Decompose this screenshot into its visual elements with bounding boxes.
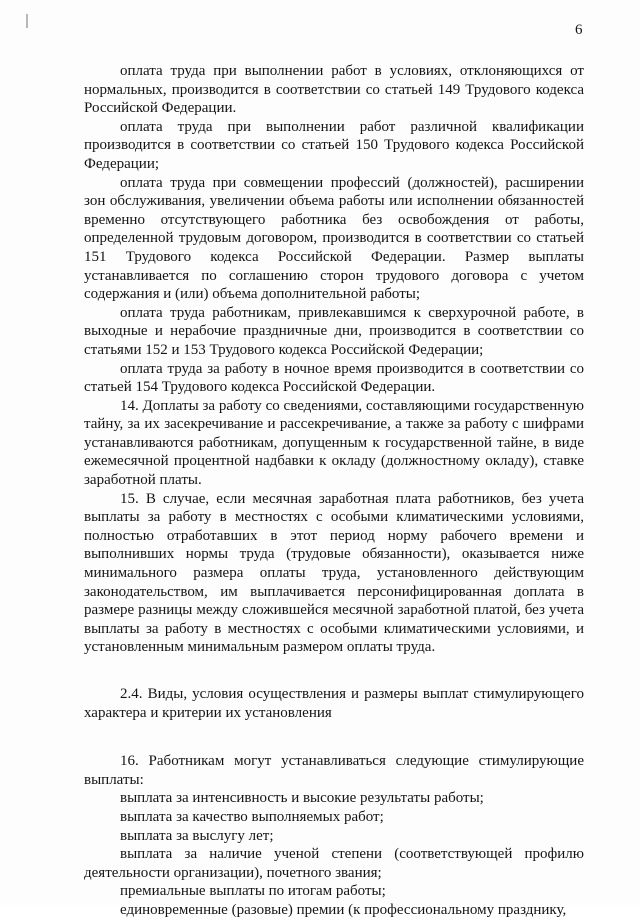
paragraph-pay-overtime: оплата труда работникам, привлекавшимся к сверхурочной работе, в выходные и нерабочие праздничные дни, производится в соответствии со статьями 152 и 153 Трудового кодекса Российской Федерации; (84, 304, 584, 358)
list-item-academic-degree: выплата за наличие ученой степени (соответствующей профилю деятельности организации), почетного звания; (84, 846, 584, 881)
paragraph-pay-combining-professions: оплата труда при совмещении профессий (должностей), расширении зон обслуживания, увеличении объема работы или исполнении обязанностей временно отсутствующего работника без освобождения от работы, определенной трудовым договором, производится в соответствии со статьей 151 Трудового кодекса Российской Федерации. Размер выплаты устанавливается по соглашению сторон трудового договора с учетом содержания и (или) объема дополнительной работы; (84, 174, 584, 303)
paragraph-pay-different-qualification: оплата труда при выполнении работ различной квалификации производится в соответствии со статьей 150 Трудового кодекса Российской Федерации; (84, 118, 584, 172)
paragraph-14-state-secret: 14. Доплаты за работу со сведениями, составляющими государственную тайну, за их засекречивание и рассекречивание, а также за работу с шифрами устанавливаются работникам, допущенным к государственной тайне, в виде ежемесячной процентной надбавки к окладу (должностному окладу), ставке заработной платы. (84, 397, 584, 489)
section-heading-2-4: 2.4. Виды, условия осуществления и размеры выплат стимулирующего характера и критерии их установления (84, 686, 584, 721)
document-body (84, 62, 584, 920)
page-number: 6 (575, 22, 583, 38)
list-item-quality: выплата за качество выполняемых работ; (120, 808, 384, 825)
paragraph-15-minimum-wage: 15. В случае, если месячная заработная плата работников, без учета выплаты за работу в местностях с особыми климатическими условиями, полностью отработавших в этот период норму рабочего времени и выполнивших нормы труда (трудовые обязанности), оказывается ниже минимального размера оплаты труда, установленного действующим законодательством, им выплачивается персонифицированная доплата в размере разницы между сложившейся месячной заработной платой, без учета выплаты за работу в местностях с особыми климатическими условиями, и установленным минимальным размером оплаты труда. (84, 490, 584, 656)
list-item-seniority: выплата за выслугу лет; (120, 827, 274, 844)
list-item-one-time-bonus: единовременные (разовые) премии (к профессиональному празднику, (120, 901, 567, 918)
scan-artifact (26, 14, 28, 28)
paragraph-pay-deviating-conditions: оплата труда при выполнении работ в условиях, отклоняющихся от нормальных, производится в соответствии со статьей 149 Трудового кодекса Российской Федерации. (84, 63, 584, 117)
list-item-intensity: выплата за интенсивность и высокие результаты работы; (120, 790, 484, 807)
paragraph-pay-night-time: оплата труда за работу в ночное время производится в соответствии со статьей 154 Трудового кодекса Российской Федерации. (84, 360, 584, 396)
list-item-bonus-results: премиальные выплаты по итогам работы; (120, 883, 386, 900)
paragraph-16-incentive-payments: 16. Работникам могут устанавливаться следующие стимулирующие выплаты: (84, 753, 584, 788)
